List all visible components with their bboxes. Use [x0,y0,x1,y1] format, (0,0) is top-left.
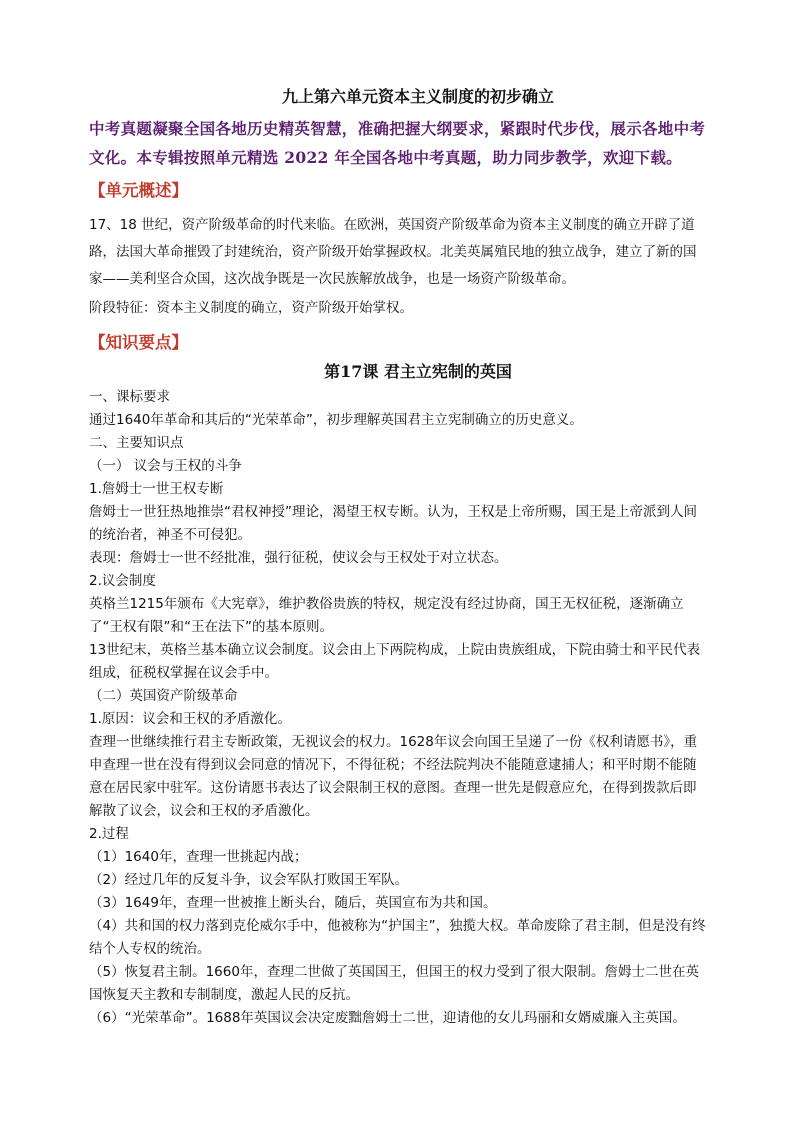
text-line: 查理一世继续推行君主专断政策，无视议会的权力。1628年议会向国王呈递了一份《权利请愿书》，重申查理一世在没有得到议会同意的情况下，不得征税；不经法院判决不能随意逮捕人；和平时期不能随意在居民家中驻军。这份请愿书表达了议会限制王权的意图。查理一世先是假意应允，在得到拨款后即解散了议会，议会和王权的矛盾激化。 [89,734,698,819]
text-line: 英格兰1215年颁布《大宪章》，维护教俗贵族的特权，规定没有经过协商，国王无权征税，逐渐确立了“王权有限”和“王在法下”的基本原则。 [89,596,684,635]
text-line: 通过1640年革命和其后的“光荣革命”，初步理解英国君主立宪制确立的历史意义。 [89,412,583,428]
text-line: 13世纪末，英格兰基本确立议会制度。议会由上下两院构成，上院由贵族组成，下院由骑士和平民代表组成，征税权掌握在议会手中。 [89,642,701,681]
text-line: （2）经过几年的反复斗争，议会军队打败国王军队。 [89,872,409,888]
text-line: 1.原因：议会和王权的矛盾激化。 [89,711,291,727]
text-line: （4）共和国的权力落到克伦威尔手中，他被称为“护国主”，独揽大权。革命废除了君主制，但是没有终结个人专权的统治。 [89,918,706,957]
text-line: （1）1640年，查理一世挑起内战； [89,849,308,865]
text-line: （5）恢复君主制。1660年，查理二世做了英国国王，但国王的权力受到了很大限制。詹姆士二世在英国恢复天主教和专制制度，激起人民的反抗。 [89,964,699,1003]
intro-paragraph: 中考真题凝聚全国各地历史精英智慧，准确把握大纲要求，紧跟时代步伐，展示各地中考文化。本专辑按照单元精选 2022 年全国各地中考真题，助力同步教学，欢迎下载。 [89,119,706,167]
text-line: 2.议会制度 [89,573,156,589]
text-line: （6）“光荣革命”。1688年英国议会决定废黜詹姆士二世，迎请他的女儿玛丽和女婿威廉入主英国。 [89,1010,686,1026]
document-page [89,86,707,1030]
text-line: （3）1649年，查理一世被推上断头台，随后，英国宣布为共和国。 [89,895,497,911]
text-line: 1.詹姆士一世王权专断 [89,481,224,497]
text-line: （一） 议会与王权的斗争 [89,458,242,474]
text-line: 2.过程 [89,826,129,842]
text-line: （二）英国资产阶级革命 [89,688,238,704]
section-heading-key-points: 【知识要点】 [89,333,188,352]
stage-feature-paragraph: 阶段特征：资本主义制度的确立，资产阶级开始掌权。 [89,300,413,316]
text-line: 二、主要知识点 [89,435,184,451]
lesson-body [89,386,707,1030]
text-line: 詹姆士一世狂热地推崇“君权神授”理论，渴望王权专断。认为，王权是上帝所赐，国王是上帝派到人间的统治者，神圣不可侵犯。 [89,504,697,543]
text-line: 表现：詹姆士一世不经批准，强行征税，使议会与王权处于对立状态。 [89,550,508,566]
lesson-title: 第17课 君主立宪制的英国 [324,362,512,381]
section-heading-overview: 【单元概述】 [89,181,188,200]
document-title: 九上第六单元资本主义制度的初步确立 [281,87,554,106]
text-line: 一、课标要求 [89,389,170,405]
overview-paragraph: 17、18 世纪，资产阶级革命的时代来临。在欧洲，英国资产阶级革命为资本主义制度的确立开辟了道路，法国大革命摧毁了封建统治，资产阶级开始掌握政权。北美英属殖民地的独立战争，建立了新的国家——美利坚合众国，这次战争既是一次民族解放战争，也是一场资产阶级革命。 [89,217,697,287]
